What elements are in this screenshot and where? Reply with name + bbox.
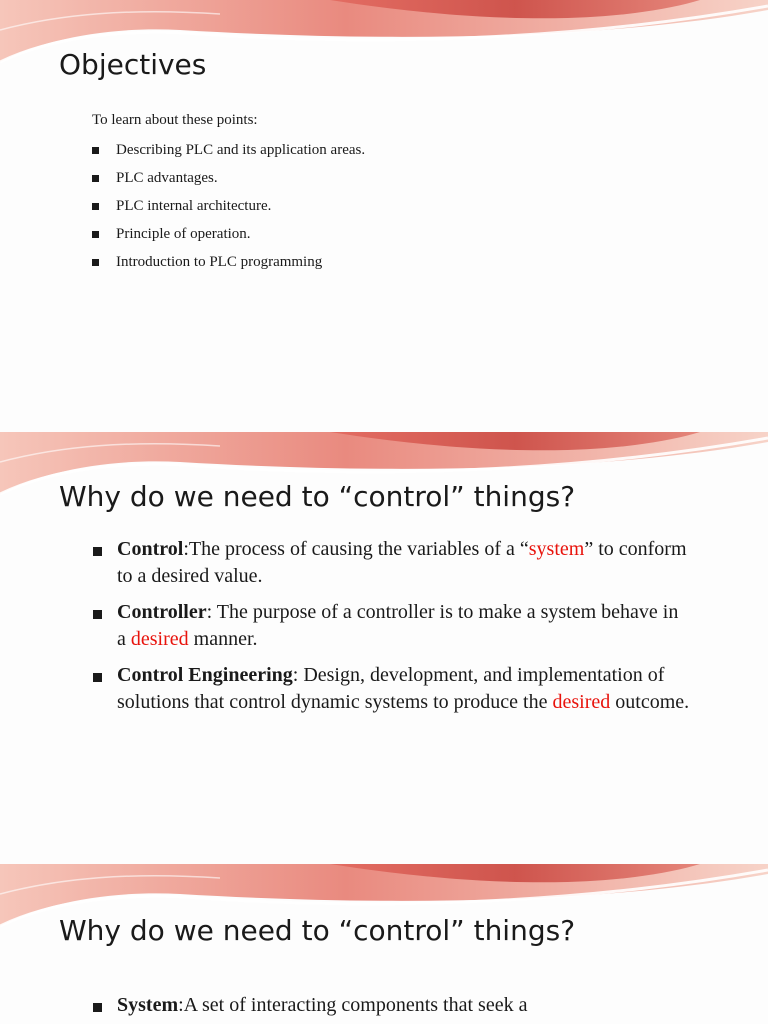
term-colon: : bbox=[206, 601, 213, 623]
square-bullet-icon bbox=[93, 673, 102, 682]
list-item bbox=[92, 662, 692, 716]
square-bullet-icon bbox=[93, 1003, 102, 1012]
definitions-list bbox=[92, 992, 692, 1024]
square-bullet-icon bbox=[92, 259, 99, 266]
list-item-text: PLC advantages. bbox=[116, 170, 218, 186]
slide-objectives bbox=[0, 0, 768, 432]
list-item bbox=[92, 599, 692, 653]
definition-text: outcome. bbox=[610, 691, 690, 713]
definition-text: manner. bbox=[188, 628, 258, 650]
list-item bbox=[90, 251, 365, 279]
list-item bbox=[92, 536, 692, 590]
highlight-word: desired bbox=[552, 691, 611, 713]
definitions-list bbox=[92, 536, 692, 725]
slide-title: Why do we need to “control” things? bbox=[59, 914, 576, 947]
list-item bbox=[90, 139, 365, 167]
intro-text: To learn about these points: bbox=[92, 112, 258, 128]
term-control-engineering: Control Engineering bbox=[117, 664, 293, 686]
list-item bbox=[90, 195, 365, 223]
square-bullet-icon bbox=[92, 175, 99, 182]
definition-text: A set of interacting components that seek a bbox=[183, 994, 528, 1016]
list-item bbox=[90, 167, 365, 195]
list-item-text: Principle of operation. bbox=[116, 226, 251, 242]
definition-text: Design, development, and implementation of solutions that control dynamic systems to produce the bbox=[117, 664, 665, 713]
slide-title: Why do we need to “control” things? bbox=[59, 480, 576, 513]
term-colon: : bbox=[178, 994, 184, 1016]
slide-title: Objectives bbox=[59, 48, 207, 81]
term-colon: : bbox=[292, 664, 299, 686]
definition-text: ” to conform to a desired value. bbox=[117, 538, 687, 587]
slide-why-control bbox=[0, 432, 768, 864]
square-bullet-icon bbox=[92, 203, 99, 210]
list-item-text: Introduction to PLC programming bbox=[116, 254, 323, 270]
term-system: System bbox=[117, 994, 179, 1016]
term-controller: Controller bbox=[117, 601, 207, 623]
list-item-text: PLC internal architecture. bbox=[116, 198, 272, 214]
list-item-text: Describing PLC and its application areas. bbox=[116, 142, 366, 158]
square-bullet-icon bbox=[93, 610, 102, 619]
list-item bbox=[92, 992, 692, 1019]
square-bullet-icon bbox=[93, 547, 102, 556]
definition-text: The process of causing the variables of a “ bbox=[188, 538, 529, 560]
objectives-list bbox=[90, 139, 365, 279]
list-item bbox=[90, 223, 365, 251]
highlight-word: desired bbox=[130, 628, 189, 650]
square-bullet-icon bbox=[92, 147, 99, 154]
definition-text: The purpose of a controller is to make a system behave in a bbox=[117, 601, 679, 650]
square-bullet-icon bbox=[92, 231, 99, 238]
highlight-word: system bbox=[528, 538, 585, 560]
slide-why-control-system bbox=[0, 864, 768, 1024]
term-colon: : bbox=[183, 538, 189, 560]
term-control: Control bbox=[117, 538, 184, 560]
